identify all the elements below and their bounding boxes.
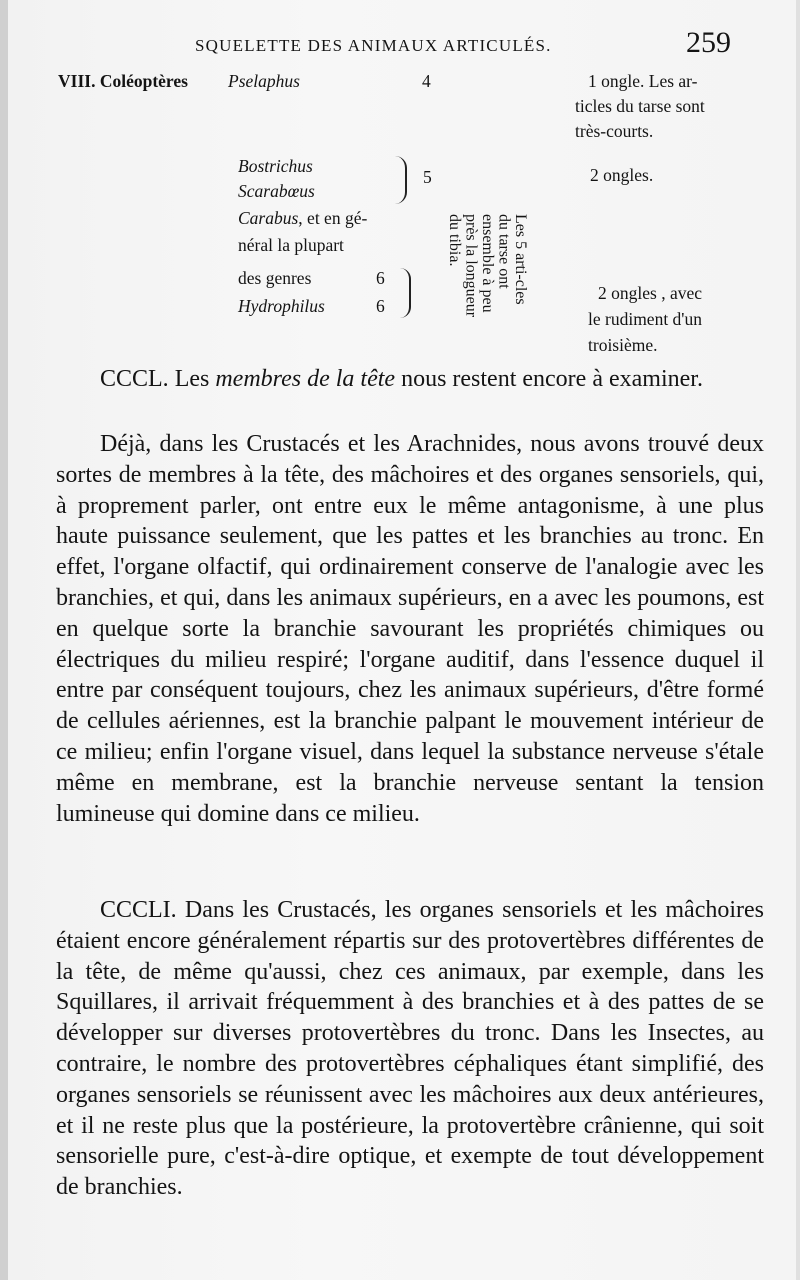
carabus-text-2: néral la plupart [238,235,344,255]
claws-hydrophilus: 2 ongles , avec [598,283,702,303]
cccl-text-before: Les [168,366,216,392]
cccl-emphasis: membres de la tête [215,366,396,392]
genus-bostrichus: Bostrichus [238,156,313,176]
claws-pselaphus-2: ticles du tarse sont [575,96,705,116]
brace-carabus-hydrophilus [400,268,411,318]
paragraph-cccli-text: CCCLI. Dans les Crustacés, les organes sensoriels et les mâchoires étaient encore généralement répartis sur des protovertèbres différentes de la tête, de même qu'aussi, chez ces animaux, par exemple, dans les Squillares, il arrivait fréquemment à des branchies et à des pattes de se développer sur diverses protovertèbres du tronc. Dans les Insectes, au contraire, le nombre des protovertèbres céphaliques étant simplifié, des organes sensoriels se réunissent avec les mâchoires aux deux antérieures, et il ne reste plus que la postérieure, la protovertèbre crânienne, qui soit sensorielle pure, c'est-à-dire optique, et exempte de tout développement de branchies. [56,897,764,1201]
paragraph-deja [56,429,764,829]
claws-bostrichus-scarabaeus: 2 ongles. [590,165,654,185]
articles-hydrophilus: 6 [376,296,385,316]
page-right-edge [796,0,800,1280]
articles-pselaphus: 4 [422,71,431,91]
articles-carabus: 6 [376,268,385,288]
paragraph-cccli [56,895,764,1203]
page-left-edge [0,0,8,1280]
claws-hydrophilus-3: troisième. [588,335,658,355]
carabus-text-3: des genres [238,268,312,288]
articles-bostrichus-scarabaeus: 5 [423,167,432,187]
genus-pselaphus: Pselaphus [228,71,300,91]
paragraph-cccl [56,364,764,395]
genus-carabus: Carabus [238,208,299,228]
paragraph-deja-text: Déjà, dans les Crustacés et les Arachnides, nous avons trouvé deux sortes de membres à la tête, des mâchoires et des organes sensoriels, qui, à proprement parler, ont entre eux le même antagonisme, à une plus haute puissance seulement, que les pattes et les branchies au tronc. En effet, l'organe olfactif, qui ordinairement conserve de l'analogie avec les branchies, et qui, dans les animaux supérieurs, en a avec les poumons, est en quelque sorte la branchie savourant les propriétés chimiques ou électriques du milieu respiré; l'organe auditif, dans l'essence duquel il entre par conséquent toujours, chez les animaux supérieurs, d'être formé de cellules aériennes, est la branchie palpant le mouvement intérieur de ce milieu; enfin l'organe visuel, dans lequel la substance nerveuse s'étale même en membrane, est la branchie nerveuse sentant la tension lumineuse qui domine dans ce milieu. [56,431,764,827]
genus-scarabaeus: Scarabœus [238,181,315,201]
brace-bostrichus-scarabaeus [395,156,407,204]
genus-hydrophilus: Hydrophilus [238,296,325,316]
running-head: SQUELETTE DES ANIMAUX ARTICULÉS. [195,36,552,55]
paragraph-number-cccl: CCCL. [100,366,169,392]
claws-pselaphus: 1 ongle. Les ar- [588,71,698,91]
claws-hydrophilus-2: le rudiment d'un [588,309,702,329]
carabus-text: , et en gé- [298,208,368,228]
claws-pselaphus-3: très-courts. [575,121,654,141]
genus-carabus-line [238,208,367,229]
tarsus-vertical-note: Les 5 arti-cles du tarse ont ensemble à peu près la longueur du tibia. [446,214,529,318]
page-number: 259 [686,26,731,59]
order-label: VIII. Coléoptères [58,71,188,91]
cccl-text-after: nous restent encore à examiner. [395,366,703,392]
